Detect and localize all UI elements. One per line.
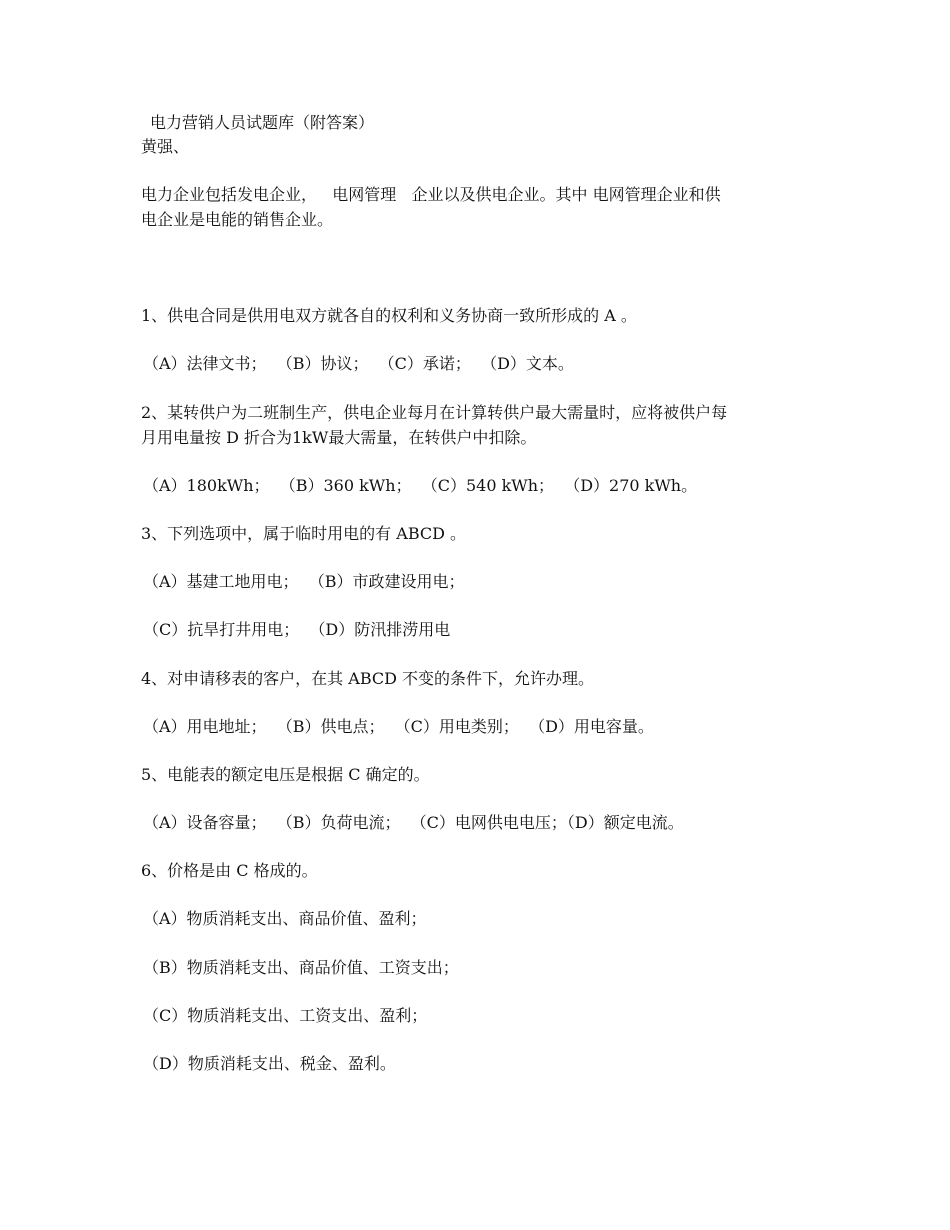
- question-6-option-d: （D）物质消耗支出、税金、盈利。: [143, 1054, 396, 1073]
- question-4-options: （A）用电地址； （B）供电点； （C）用电类别； （D）用电容量。: [143, 717, 654, 736]
- question-6-option-c: （C）物质消耗支出、工资支出、盈利；: [143, 1006, 428, 1025]
- question-2-options: （A）180kWh； （B）360 kWh； （C）540 kWh； （D）270 kWh。: [143, 476, 698, 495]
- intro-line-1: 电力企业包括发电企业， 电网管理 企业以及供电企业。其中 电网管理企业和供: [141, 185, 721, 204]
- author-line: 黄强、: [141, 137, 190, 156]
- question-3-options-line-2: （C）抗旱打井用电； （D）防汛排涝用电: [143, 620, 451, 639]
- intro-line-2: 电企业是电能的销售企业。: [141, 210, 334, 229]
- question-1-stem: 1、供电合同是供用电双方就各自的权利和义务协商一致所形成的 A 。: [141, 306, 637, 325]
- question-6-option-a: （A）物质消耗支出、商品价值、盈利；: [143, 909, 427, 928]
- question-1-options: （A）法律文书； （B）协议； （C）承诺； （D）文本。: [143, 354, 574, 373]
- question-3-stem: 3、下列选项中，属于临时用电的有 ABCD 。: [141, 524, 467, 543]
- question-2-stem-line-2: 月用电量按 D 折合为1kW最大需量，在转供户中扣除。: [141, 428, 537, 447]
- question-6-stem: 6、价格是由 C 格成的。: [141, 861, 318, 880]
- question-5-stem: 5、电能表的额定电压是根据 C 确定的。: [141, 765, 430, 784]
- question-2-stem-line-1: 2、某转供户为二班制生产，供电企业每月在计算转供户最大需量时，应将被供户每: [141, 403, 728, 422]
- question-3-options-line-1: （A）基建工地用电； （B）市政建设用电；: [143, 572, 465, 591]
- question-5-options: （A）设备容量； （B）负荷电流； （C）电网供电电压；（D）额定电流。: [143, 813, 684, 832]
- question-6-option-b: （B）物质消耗支出、商品价值、工资支出；: [143, 958, 459, 977]
- question-4-stem: 4、对申请移表的客户，在其 ABCD 不变的条件下，允许办理。: [141, 669, 595, 688]
- document-title: 电力营销人员试题库（附答案）: [150, 113, 375, 132]
